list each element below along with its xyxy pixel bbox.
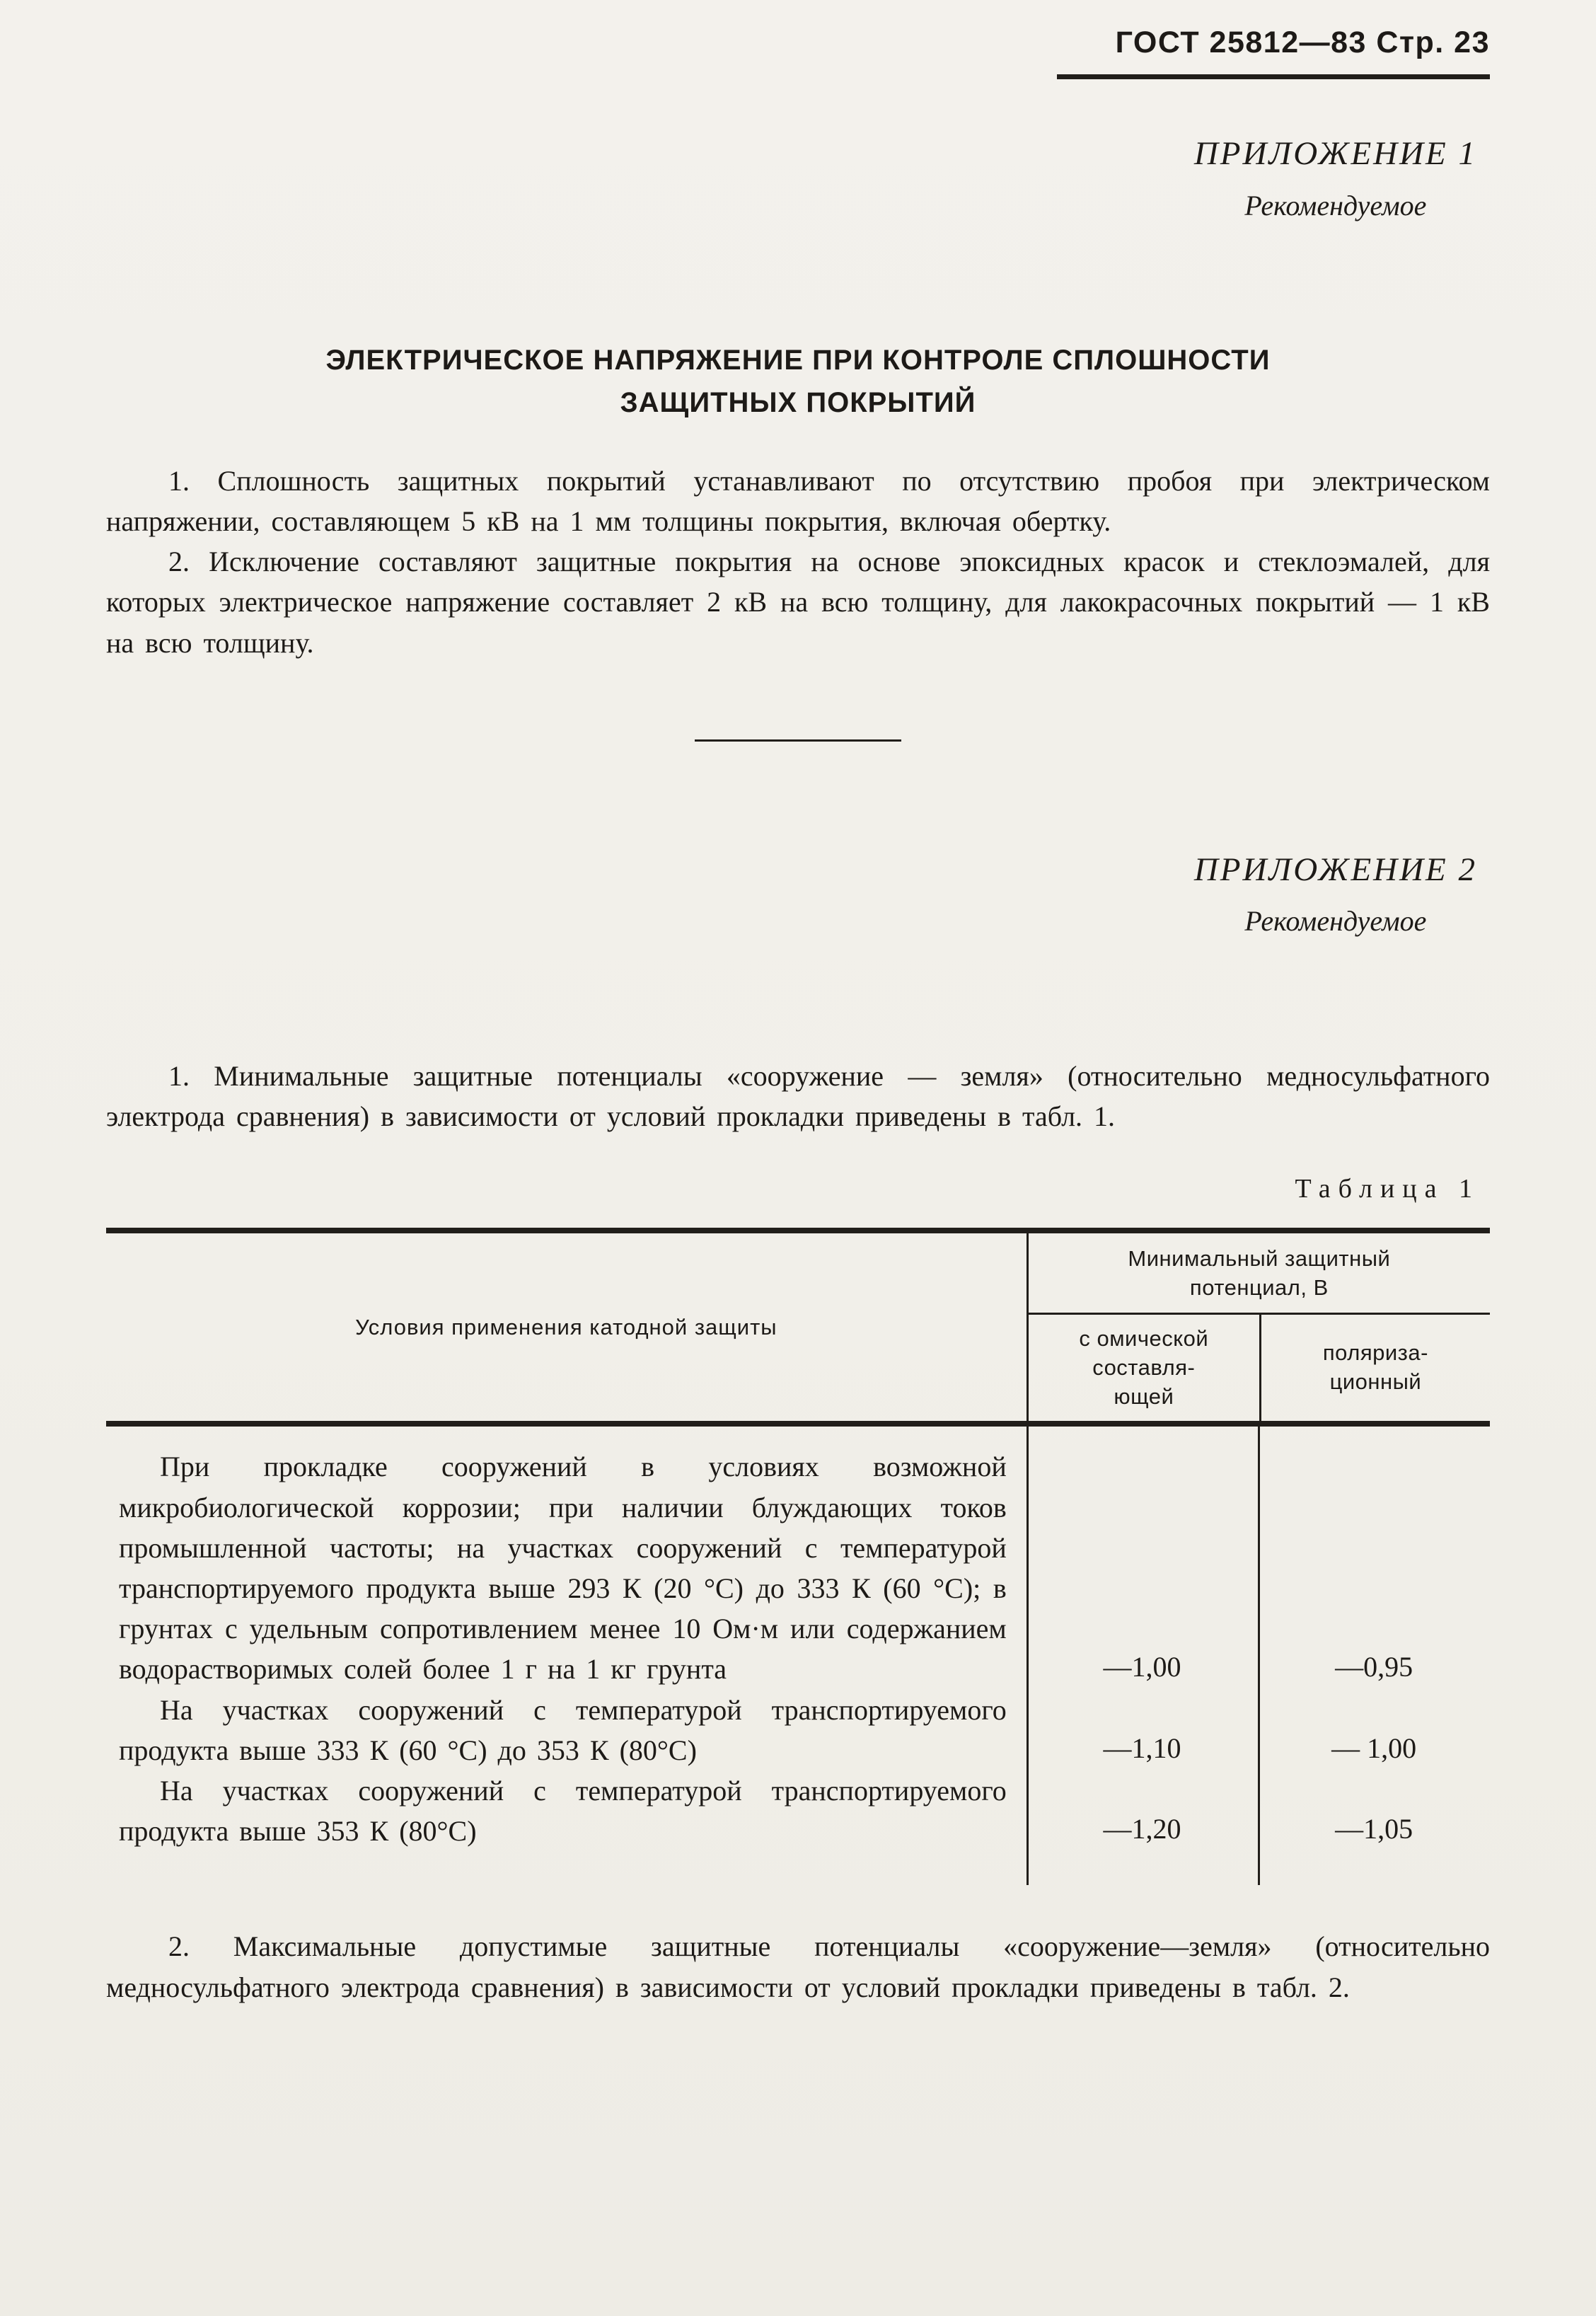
table-caption: Таблица 1 (1295, 1173, 1480, 1204)
appendix2-label-inner (1194, 846, 1490, 941)
appendix2-label: ПРИЛОЖЕНИЕ 2 (1193, 851, 1477, 888)
table1-header (106, 1233, 1490, 1427)
row3-ohmic-value: —1,20 (1103, 1813, 1181, 1845)
table1 (106, 1228, 1490, 1885)
row3-polarization-value: —1,05 (1335, 1813, 1413, 1845)
appendix1-title-line2: ЗАЩИТНЫХ ПОКРЫТИЙ (620, 386, 976, 418)
ohmic-header-line1: с омической (1079, 1325, 1209, 1351)
table1-group-header (1029, 1233, 1490, 1315)
table-row (106, 1690, 1490, 1770)
row1-ohmic-value: —1,00 (1103, 1651, 1181, 1683)
table-row (106, 1770, 1490, 1851)
appendix2-intro: 1. Минимальные защитные потенциалы «сооружение — земля» (относительно медносульфатного электрода сравнения) в зависимости от условий прокладки приведены в табл. 1. (106, 1060, 1490, 1133)
table1-polarization-header (1259, 1315, 1490, 1422)
ohmic-header-line2: составля- (1092, 1354, 1196, 1380)
row1-polarization-value: —0,95 (1335, 1651, 1413, 1683)
appendix1-title-line1: ЭЛЕКТРИЧЕСКОЕ НАПРЯЖЕНИЕ ПРИ КОНТРОЛЕ СПЛОШНОСТИ (325, 344, 1271, 376)
appendix1-paragraphs (106, 461, 1490, 663)
row2-polarization-value: — 1,00 (1331, 1732, 1417, 1764)
appendix2-closing: 2. Максимальные допустимые защитные потенциалы «сооружение—земля» (относительно медносульфатного электрода сравнения) в зависимости от условий прокладки приведены в табл. 2. (106, 1930, 1490, 2003)
section-divider (695, 739, 901, 742)
paragraph-2: 2. Исключение составляют защитные покрытия на основе эпоксидных красок и стеклоэмалей, для которых электрическое напряжение составляет 2 кВ на всю толщину, для лакокрасочных покрытий — 1 кВ на всю толщину. (106, 546, 1490, 659)
appendix1-label-block (106, 130, 1490, 225)
table1-body (106, 1427, 1490, 1885)
table1-ohmic-header (1029, 1315, 1259, 1422)
appendix1-label: ПРИЛОЖЕНИЕ 1 (1193, 135, 1477, 173)
row2-ohmic-value: —1,10 (1103, 1732, 1181, 1764)
table-row (106, 1446, 1490, 1689)
polarization-header-line2: ционный (1329, 1369, 1422, 1395)
row3-condition: На участках сооружений с температурой транспортируемого продукта выше 353 К (80°С) (119, 1774, 1007, 1848)
ohmic-header-line3: ющей (1114, 1383, 1174, 1409)
header-underline (1057, 74, 1490, 79)
row1-condition: При прокладке сооружений в условиях возможной микробиологической коррозии; при наличии блуждающих токов промышленной частоты; на участках сооружений с температурой транспортируемого продукта выше 293 К (20 °С) до 333 К (60 °С); в грунтах с удельным сопротивлением менее 10 Ом·м или содержанием водорастворимых солей более 1 г на 1 кг грунта (119, 1451, 1007, 1686)
paragraph-1: 1. Сплошность защитных покрытий устанавливают по отсутствию пробоя при электрическом напряжении, составляющем 5 кВ на 1 мм толщины покрытия, включая обертку. (106, 464, 1490, 538)
appendix2-sublabel: Рекомендуемое (1244, 905, 1427, 938)
appendix2-intro-group (106, 1056, 1490, 1136)
page-header-block (106, 21, 1490, 79)
appendix1-sublabel: Рекомендуемое (1244, 189, 1427, 221)
group-header-line1: Минимальный защитный (1128, 1245, 1391, 1271)
appendix1-label-inner (1194, 130, 1490, 225)
row2-condition: На участках сооружений с температурой транспортируемого продукта выше 333 К (60 °С) до 353 К (80°С) (119, 1693, 1007, 1766)
table1-subheaders (1029, 1315, 1490, 1422)
group-header-line2: потенциал, В (1189, 1274, 1329, 1300)
appendix2-label-block (106, 846, 1490, 941)
page-header: ГОСТ 25812—83 Стр. 23 (1115, 25, 1490, 59)
polarization-header-line1: поляриза- (1322, 1340, 1428, 1366)
table1-conditions-header: Условия применения катодной защиты (355, 1314, 777, 1340)
appendix2-closing-group (106, 1926, 1490, 2007)
appendix1-title (106, 339, 1490, 424)
table1-group-header-cell (1027, 1233, 1490, 1422)
